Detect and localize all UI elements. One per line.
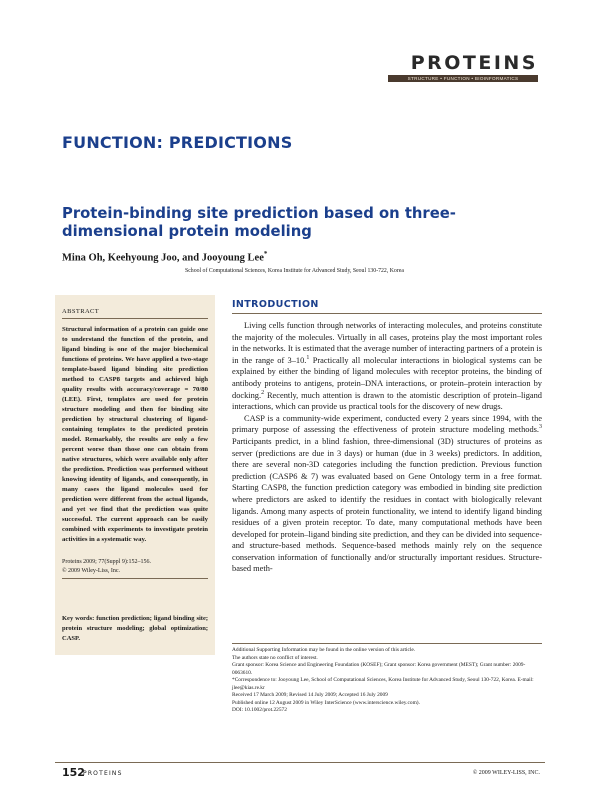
section-label: FUNCTION: PREDICTIONS <box>62 133 293 152</box>
footnote: *Correspondence to: Jooyoung Lee, School of Computational Sciences, Korea Institute for Advanced Study, Seoul 130-722, Korea. E-mail: jlee@kias.re.kr <box>232 677 534 691</box>
introduction-heading: INTRODUCTION <box>232 299 319 310</box>
footnote: DOI: 10.1002/prot.22572 <box>232 707 287 713</box>
keywords: Key words: function prediction; ligand binding site; protein structure modeling; global optimization; CASP. <box>62 615 208 642</box>
author-affiliation: School of Computational Sciences, Korea Institute for Advanced Study, Seoul 130-722, Korea <box>185 268 404 274</box>
reference-1: 1 <box>306 354 310 361</box>
journal-logo-word: PROTEINS <box>410 52 538 74</box>
abstract-citation-block <box>62 558 208 575</box>
reference-3: 3 <box>539 424 542 431</box>
footnote: The authors state no conflict of interest. <box>232 654 318 661</box>
footnote: Received 17 March 2009; Revised 14 July 2009; Accepted 16 July 2009 <box>232 692 388 698</box>
abstract-text: Structural information of a protein can guide one to understand the function of the protein, and ligand binding is one of the major biochemical functions of proteins. We have applied a two-stage template-based ligand binding site prediction method to CASP8 targets and achieved high quality results with accuracy/coverage = 70/80 (LEE). First, templates are used for protein structure modeling and then for binding site prediction by structural clustering of ligand-containing templates to the predicted protein model. Remarkably, the results are only a few percent worse than those one can obtain from native structures, which were available only after the prediction. Prediction was performed without knowing identity of ligands, and consequently, in many cases the ligand molecules used for prediction were different from the actual ligands, and yet we find that the prediction was quite successful. The current approach can be easily combined with experiments to investigate protein activities in a systematic way. <box>62 326 208 544</box>
abstract-citation: Proteins 2009; 77(Suppl 9):152–156. <box>62 559 152 565</box>
article-authors <box>62 250 267 264</box>
abstract-divider-bottom <box>62 578 208 579</box>
footnote: Grant sponsor: Korea Science and Engineering Foundation (KOSEF); Grant sponsor: Korea government (MEST); Grant number: 2009-0063610. <box>232 662 526 676</box>
intro-p1-part-b: Practically all molecular interactions in biological systems can be explained by either the binding of ligand molecules with receptor proteins, the binding of antibody proteins to antigens, protein–DNA interactions, or protein–protein interaction by docking. <box>232 355 542 400</box>
article-title: Protein-binding site prediction based on three-dimensional protein modeling <box>62 205 456 240</box>
abstract-divider <box>62 318 208 319</box>
corresponding-mark: * <box>263 250 268 258</box>
footnote: Additional Supporting Information may be found in the online version of this article. <box>232 647 416 653</box>
footnotes-divider <box>232 643 542 644</box>
intro-p2-part-a: CASP is a community-wide experiment, conducted every 2 years since 1994, with the primary purpose of assessing the effectiveness of protein structure modeling methods. <box>232 413 542 435</box>
footer-divider <box>55 762 545 763</box>
page-number: 152 <box>62 766 85 779</box>
intro-p1-part-c: Recently, much attention is drawn to the atomistic description of protein–ligand interactions, which can provide us practical tools for the discovery of new drugs. <box>232 390 542 412</box>
abstract-heading: ABSTRACT <box>62 308 100 315</box>
footnotes <box>232 647 542 715</box>
footer-copyright: © 2009 WILEY-LISS, INC. <box>472 770 540 776</box>
footer-journal: PROTEINS <box>83 770 123 777</box>
intro-p2-part-b: Participants predict, in a blind fashion, three-dimensional (3D) structures of proteins as server (predictions are due in 3 days) or human (due in 3 weeks) predictors. In addition, there are several non-3D categories including the function prediction. Previous function prediction (CASP6 & 7) was evaluated based on Gene Ontology term in a free format. Starting CASP8, the function prediction category was embodied in binding site prediction where predictors are asked to identify the residues in contact with biologically relevant ligands. Among many aspects of protein functionality, we intend to identify ligand binding residues of a given protein receptor. To date, many computational methods have been developed for protein–ligand binding site prediction, and they can be divided into sequence- and structure-based methods. Sequence-based methods mainly rely on the sequence conservation information of functionally and/or structurally important residues. Structure-based meth- <box>232 436 542 574</box>
intro-p1-part-a: Living cells function through networks of interacting molecules, and proteins constitute the majority of the molecules. Virtually in all cases, proteins play the most important roles in the networks. It is estimated that the average number of interacting partners of a protein is in the range of 3–10. <box>232 321 543 365</box>
intro-paragraph-2 <box>232 413 542 575</box>
footnote: Published online 12 August 2009 in Wiley InterScience (www.interscience.wiley.com). <box>232 699 420 706</box>
abstract-copyright: © 2009 Wiley-Liss, Inc. <box>62 567 121 574</box>
introduction-divider <box>232 313 542 314</box>
intro-paragraph-1 <box>232 320 542 413</box>
reference-2: 2 <box>261 389 265 396</box>
journal-logo <box>388 52 538 82</box>
author-names: Mina Oh, Keehyoung Joo, and Jooyoung Lee <box>62 252 264 264</box>
introduction-body <box>232 320 542 575</box>
journal-tagline: STRUCTURE • FUNCTION • BIOINFORMATICS <box>388 75 538 82</box>
